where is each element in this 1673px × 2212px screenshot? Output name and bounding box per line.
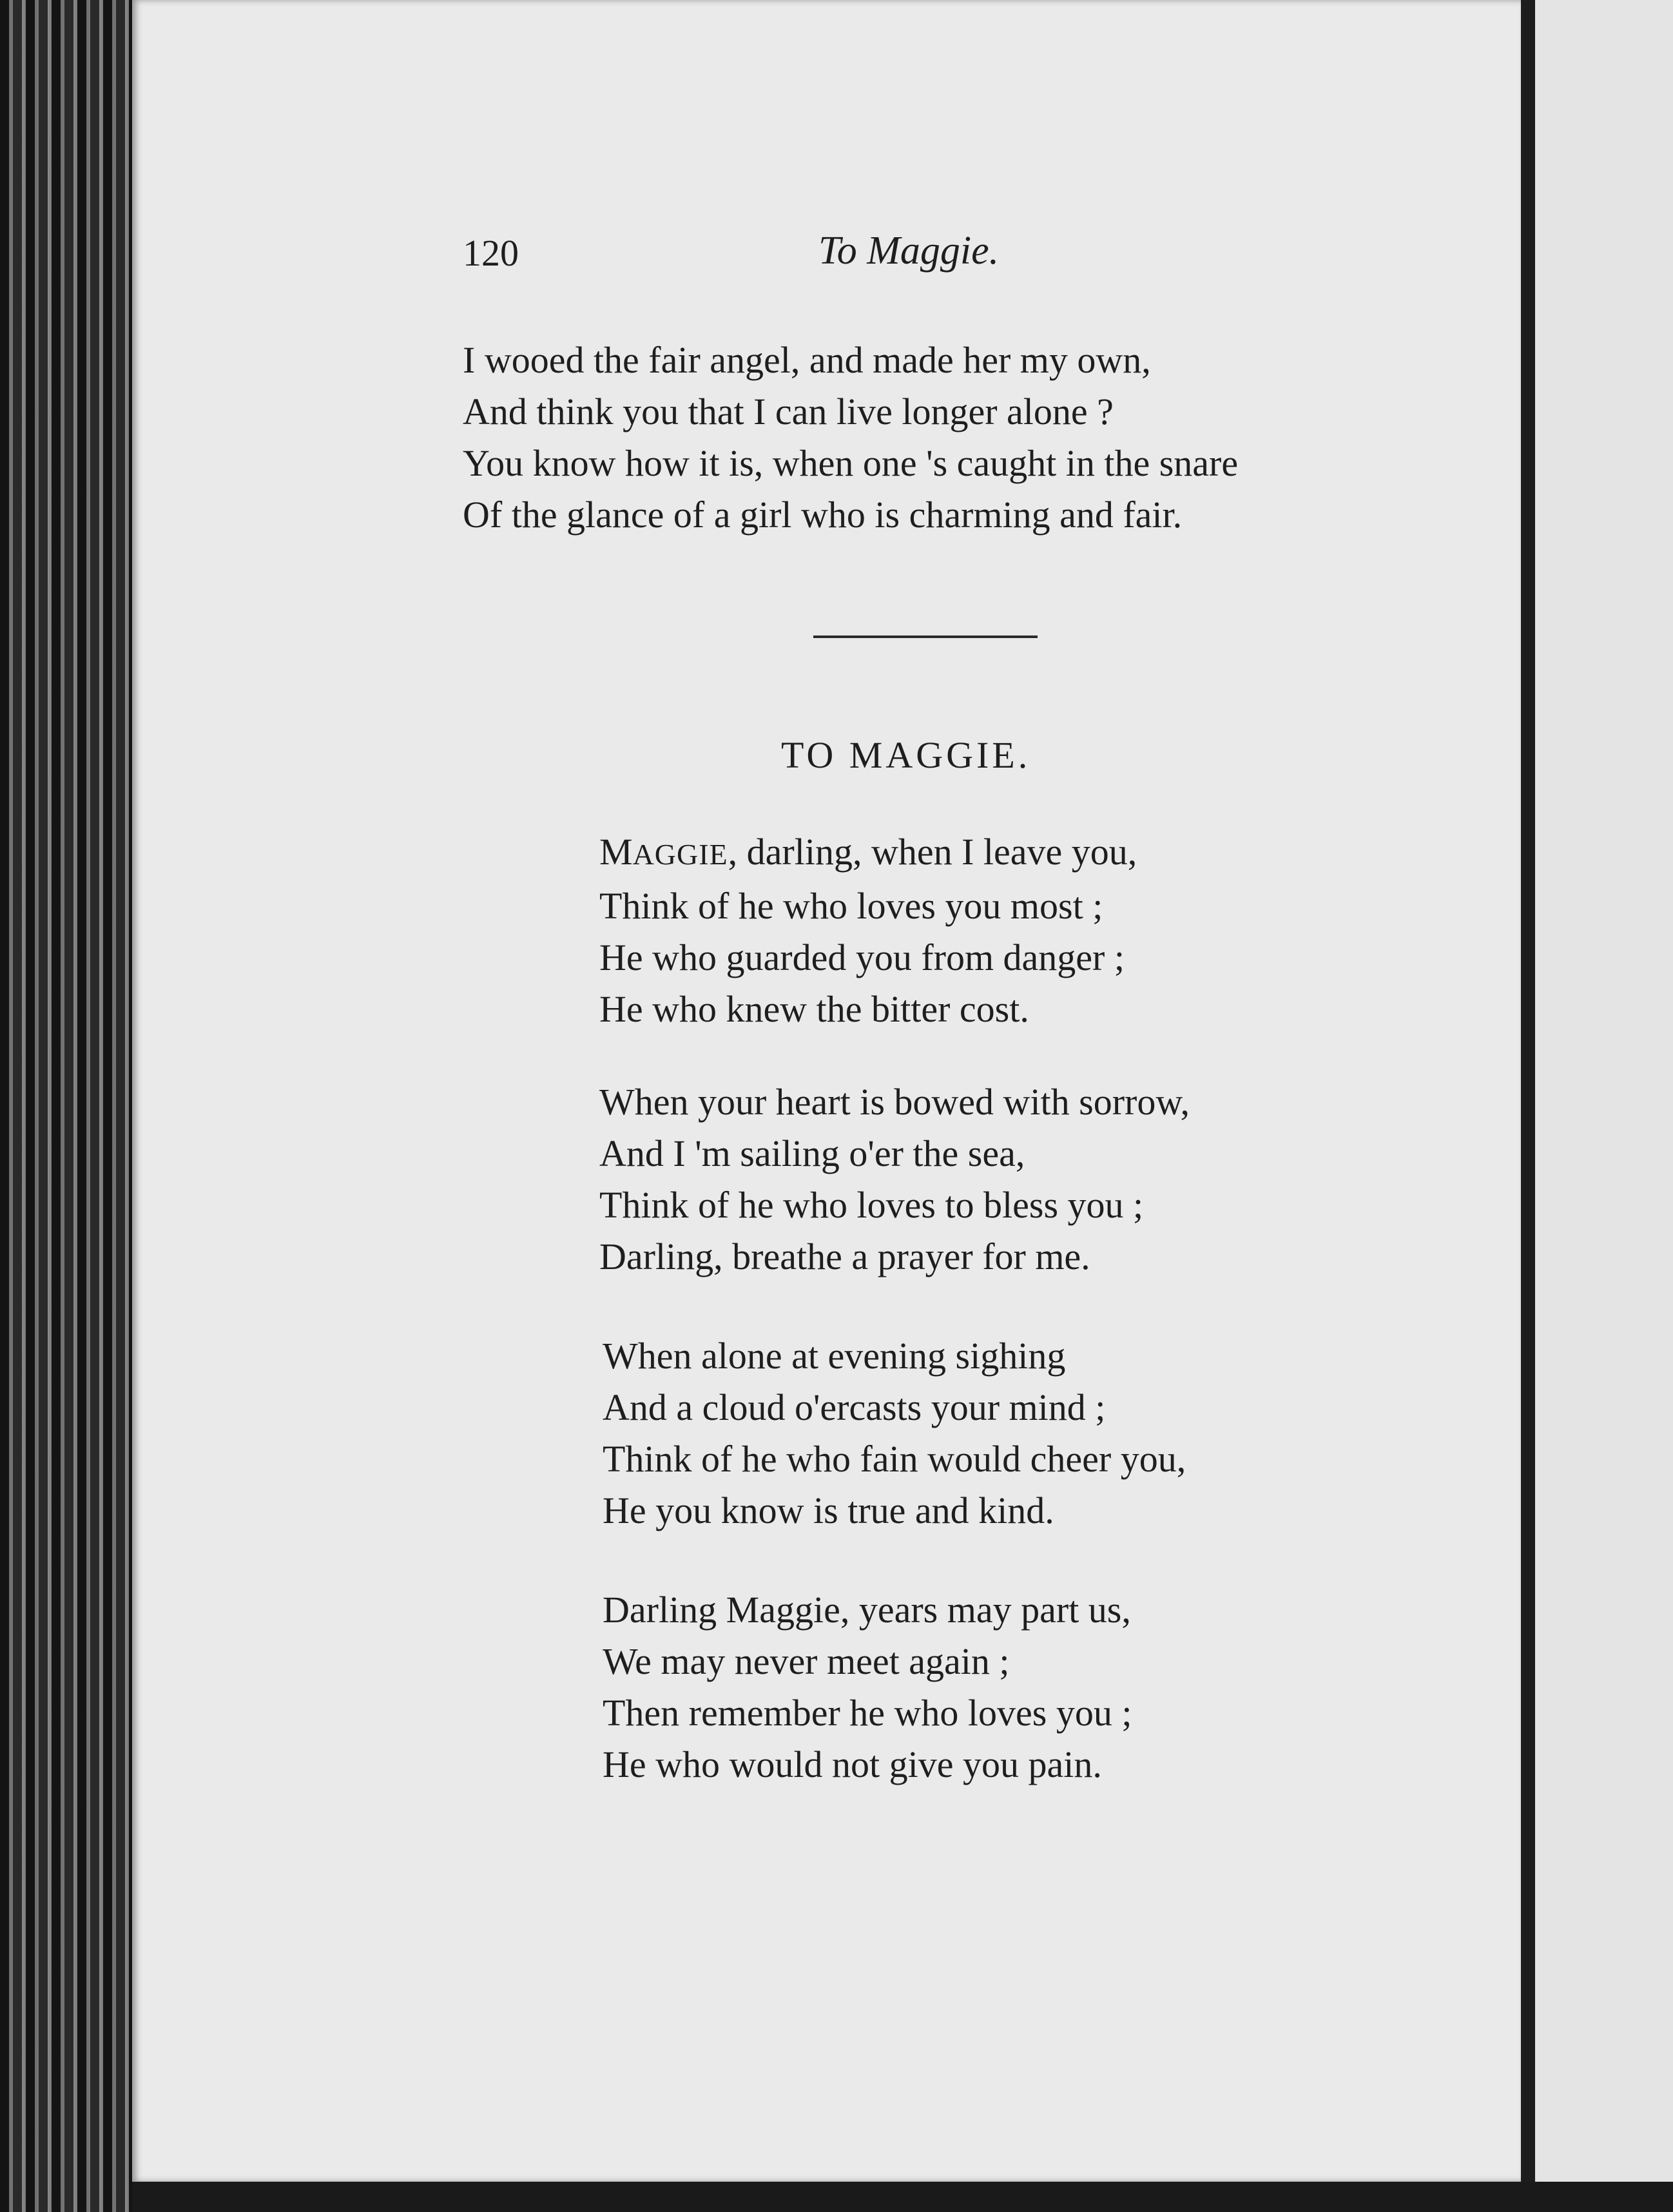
verse-line: Think of he who fain would cheer you, [603, 1438, 1186, 1480]
first-word-initial: M [599, 831, 633, 873]
verse-line: And I 'm sailing o'er the sea, [599, 1132, 1025, 1174]
verse-line-first [599, 826, 1137, 880]
verse-line: He who knew the bitter cost. [599, 988, 1029, 1030]
verse-line: He who guarded you from danger ; [599, 936, 1125, 978]
previous-poem-ending [463, 335, 1238, 541]
verse-line: Of the glance of a girl who is charming and fair. [463, 494, 1183, 536]
page-gutter [1521, 0, 1535, 2212]
verse-line: He who would not give you pain. [603, 1743, 1102, 1785]
book-edge-strips [0, 0, 132, 2212]
stanza-1 [599, 826, 1137, 1035]
verse-line: When your heart is bowed with sorrow, [599, 1081, 1190, 1123]
page-number: 120 [463, 232, 519, 274]
facing-page-edge [1535, 0, 1673, 2182]
stanza-2 [599, 1076, 1190, 1283]
verse-line: We may never meet again ; [603, 1640, 1010, 1682]
verse-line: I wooed the fair angel, and made her my own, [463, 339, 1151, 381]
verse-line: Darling Maggie, years may part us, [603, 1589, 1131, 1631]
first-word-smallcaps: AGGIE [632, 838, 728, 871]
verse-line: Darling, breathe a prayer for me. [599, 1236, 1090, 1277]
stanza-4 [603, 1584, 1132, 1790]
verse-line: Think of he who loves to bless you ; [599, 1184, 1144, 1226]
verse-line: Then remember he who loves you ; [603, 1692, 1132, 1734]
scan-bottom-border [132, 2182, 1673, 2212]
verse-line: And a cloud o'ercasts your mind ; [603, 1386, 1106, 1428]
stanza-3 [603, 1330, 1186, 1537]
verse-line: He you know is true and kind. [603, 1489, 1054, 1531]
running-title: To Maggie. [818, 229, 1000, 273]
first-line-rest: , darling, when I leave you, [728, 831, 1137, 873]
verse-line: And think you that I can live longer alone ? [463, 391, 1114, 432]
poem-title: TO MAGGIE. [781, 734, 1031, 776]
verse-line: You know how it is, when one 's caught in the snare [463, 442, 1239, 484]
section-divider-rule [813, 635, 1038, 638]
verse-line: When alone at evening sighing [603, 1335, 1066, 1377]
verse-line: Think of he who loves you most ; [599, 885, 1103, 927]
